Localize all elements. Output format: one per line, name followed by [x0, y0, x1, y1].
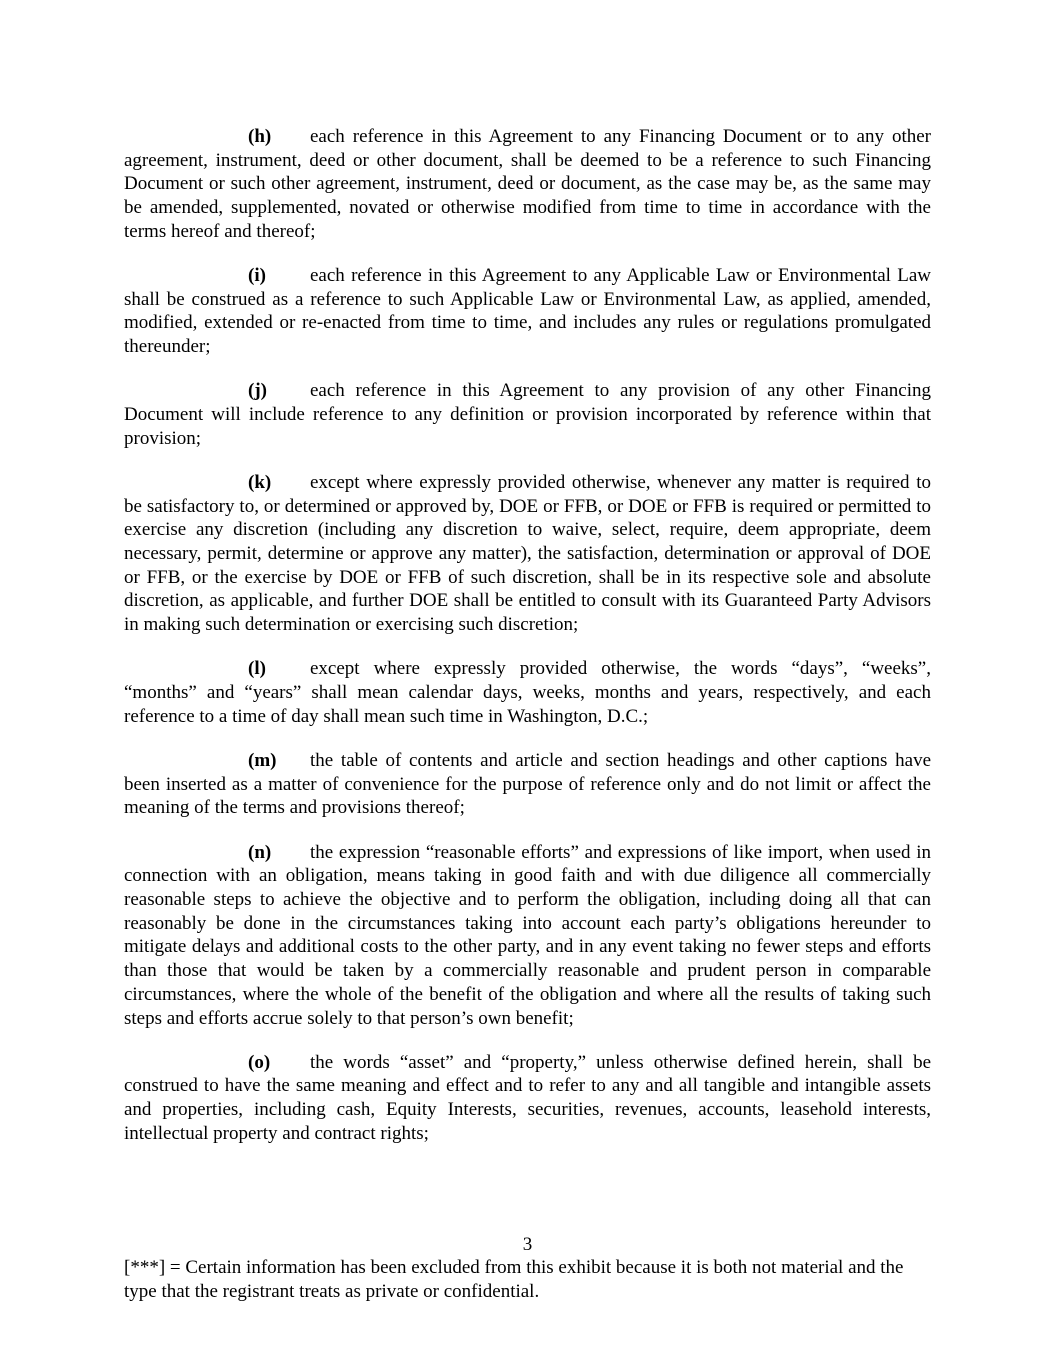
clause-label: (h): [248, 126, 272, 147]
page-number: 3: [522, 1234, 533, 1255]
clause-label: (m): [248, 749, 277, 771]
clause-text: except where expressly provided otherwise, the words “days”, “weeks”, “months” and “years” shall mean calendar days, weeks, months and years, respectively, and each reference to a time of day shall mean such time in Washington, D.C.;: [124, 658, 931, 727]
clause-k: [124, 471, 931, 637]
clause-label: (n): [248, 841, 272, 863]
document-body: [124, 125, 931, 1166]
clause-h: [124, 125, 931, 244]
clause-text: each reference in this Agreement to any Financing Document or to any other agreement, instrument, deed or other document, shall be deemed to be a reference to such Financing Document or such other agreement, instrument, deed or document, as the case may be, as the same may be amended, supplemented, novated or otherwise modified from time to time in accordance with the terms hereof and thereof;: [124, 126, 931, 242]
clause-label: (k): [248, 471, 272, 493]
clause-text: except where expressly provided otherwise, whenever any matter is required to be satisfactory to, or determined or approved by, DOE or FFB, or DOE or FFB is required or permitted to exercise any discretion (including any discretion to waive, select, require, deem appropriate, deem necessary, permit, determine or approve any matter), the satisfaction, determination or approval of DOE or FFB, or the exercise by DOE or FFB of such discretion, shall be in its respective sole and absolute discretion, as applicable, and further DOE shall be entitled to consult with its Guaranteed Party Advisors in making such determination or exercising such discretion;: [124, 471, 931, 636]
clause-j: [124, 379, 931, 450]
clause-i: [124, 264, 931, 359]
clause-text: the expression “reasonable efforts” and expressions of like import, when used in connection with an obligation, means taking in good faith and with due diligence all commercially reasonable steps to achieve the objective and to perform the obligation, including doing all that can reasonably be done in the circumstances taking into account each party’s obligations hereunder to mitigate delays and additional costs to the other party, and in any event taking no fewer steps and efforts than those that would be taken by a commercially reasonable and prudent person in comparable circumstances, where the whole of the benefit of the obligation and where all the results of taking such steps and efforts accrue solely to that person’s own benefit;: [124, 841, 931, 1029]
clause-text: the words “asset” and “property,” unless otherwise defined herein, shall be construed to have the same meaning and effect and to refer to any and all tangible and intangible assets and properties, including cash, Equity Interests, securities, revenues, accounts, leasehold interests, intellectual property and contract rights;: [124, 1051, 931, 1144]
clause-label: (j): [248, 380, 267, 402]
clause-text: each reference in this Agreement to any provision of any other Financing Document will include reference to any definition or provision incorporated by reference within that provision;: [124, 380, 931, 449]
clause-m: [124, 749, 931, 820]
clause-label: (l): [248, 658, 266, 680]
clause-o: [124, 1051, 931, 1146]
clause-l: [124, 657, 931, 728]
clause-text: each reference in this Agreement to any Applicable Law or Environmental Law shall be construed as a reference to such Applicable Law or Environmental Law, as applied, amended, modified, extended or re-enacted from time to time, and includes any rules or regulations promulgated thereunder;: [124, 265, 931, 358]
clause-text: the table of contents and article and section headings and other captions have been inserted as a matter of convenience for the purpose of reference only and do not limit or affect the meaning of the terms and provisions thereof;: [124, 749, 931, 819]
clause-label: (i): [248, 265, 266, 287]
footer-note: [***] = Certain information has been excluded from this exhibit because it is both not material and the type that the registrant treats as private or confidential.: [124, 1257, 904, 1302]
clause-label: (o): [248, 1051, 271, 1073]
clause-n: [124, 841, 931, 1031]
